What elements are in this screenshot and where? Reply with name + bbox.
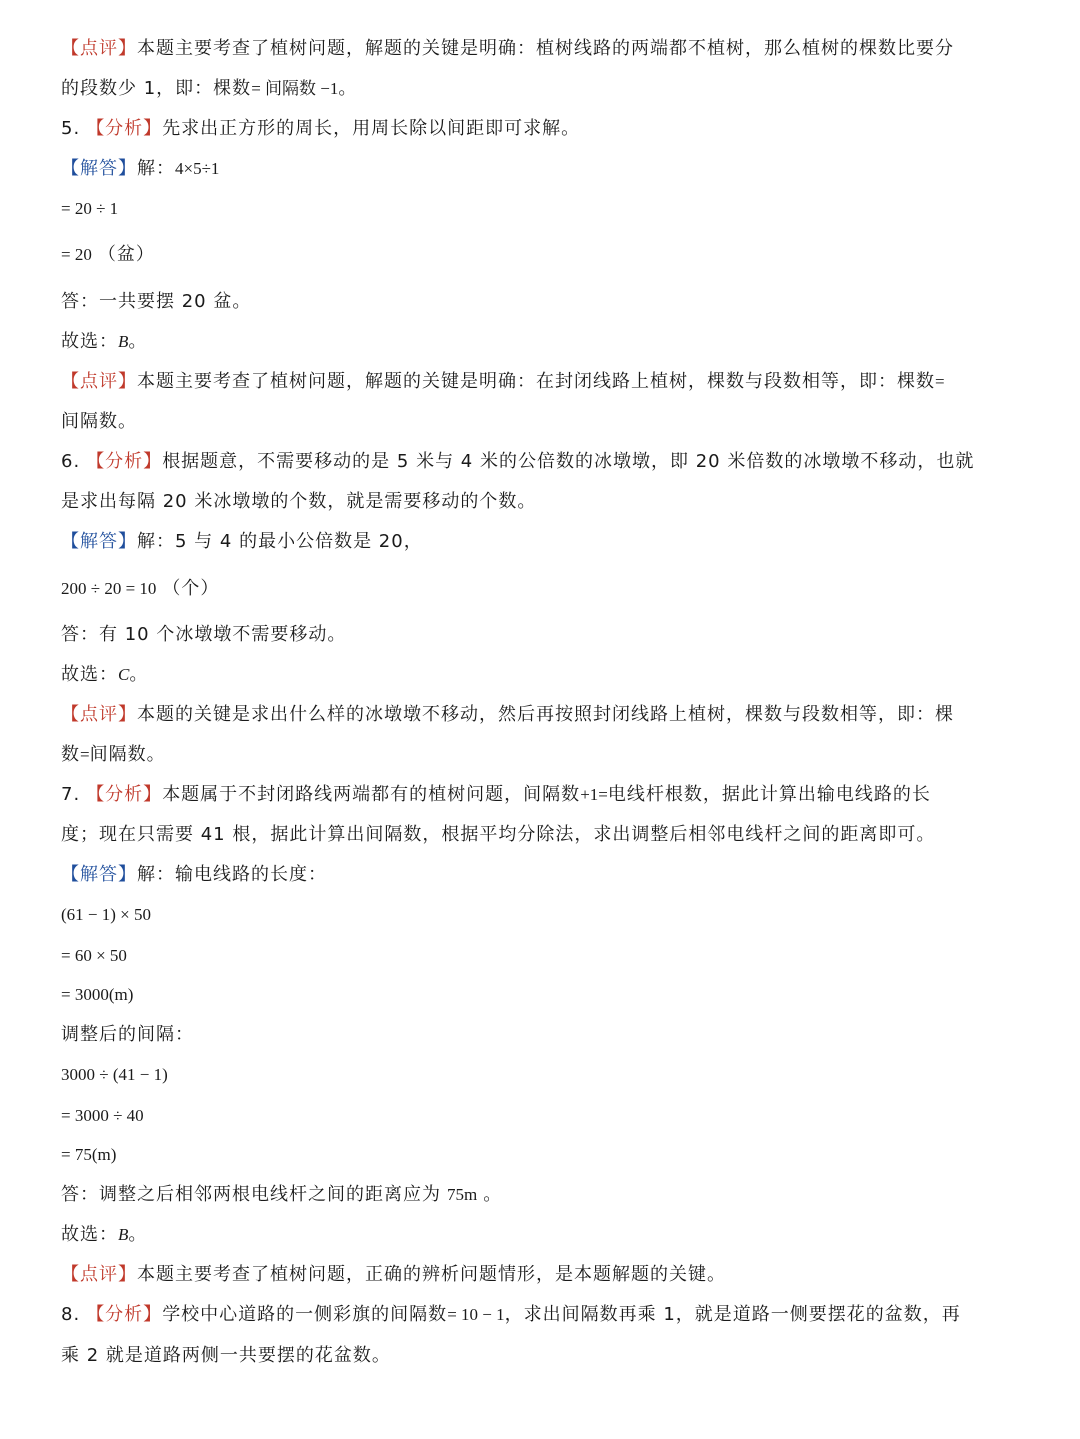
text: 的段数少 1，即：棵数 <box>61 78 252 99</box>
text: 本题属于不封闭路线两端都有的植树问题，间隔数 <box>162 784 581 805</box>
q8-analysis-line-1 <box>61 1303 961 1327</box>
text: 度；现在只需要 41 根，据此计算出间隔数，根据平均分除法，求出调整后相邻电线杆之间的距离即可。 <box>61 824 936 845</box>
formula: 75m <box>447 1185 478 1204</box>
formula: (61 − 1) × 50 <box>61 905 151 924</box>
unit: （个） <box>162 578 220 599</box>
text: 故选： <box>61 664 118 685</box>
q7-mid-text <box>61 1023 194 1047</box>
question-number: 5. <box>61 118 81 139</box>
comment-tag: 【点评】 <box>61 371 137 392</box>
formula: +1= <box>580 785 608 804</box>
text: 答：调整之后相邻两根电线杆之间的距离应为 <box>61 1184 441 1205</box>
q7-step-5 <box>61 1104 144 1128</box>
q5-answer <box>61 290 251 314</box>
text: 。 <box>128 331 148 352</box>
q8-analysis-line-2 <box>61 1344 391 1368</box>
q6-step-1 <box>61 577 219 601</box>
q5-comment-line-2 <box>61 410 137 434</box>
formula: = 3000(m) <box>61 985 134 1004</box>
q6-analysis-line-1 <box>61 450 974 474</box>
text: 本题的关键是求出什么样的冰墩墩不移动，然后再按照封闭线路上植树，棵数与段数相等，即：棵 <box>137 704 954 725</box>
q4-comment-line-1 <box>61 37 954 61</box>
question-number: 7. <box>61 784 81 805</box>
text: 数 <box>61 744 80 765</box>
text: 。 <box>128 1224 148 1245</box>
q7-step-4 <box>61 1063 168 1087</box>
q5-step-2 <box>61 243 155 267</box>
formula: 3000 ÷ (41 − 1) <box>61 1065 168 1084</box>
formula: = 3000 ÷ 40 <box>61 1106 144 1125</box>
analysis-tag: 【分析】 <box>86 451 163 472</box>
q7-step-1 <box>61 903 151 927</box>
text: 故选： <box>61 331 118 352</box>
text: 本题主要考查了植树问题，正确的辨析问题情形，是本题解题的关键。 <box>137 1264 726 1285</box>
text: ，求出间隔数再乘 1，就是道路一侧要摆花的盆数，再 <box>504 1304 961 1325</box>
q7-step-3 <box>61 983 133 1007</box>
formula: = <box>80 745 90 764</box>
text: 先求出正方形的周长，用周长除以间距即可求解。 <box>162 118 581 139</box>
comment-tag: 【点评】 <box>61 704 137 725</box>
text: 。 <box>483 1184 503 1205</box>
choice-letter: C <box>118 665 130 684</box>
formula: = 间隔数 −1 <box>251 79 339 98</box>
formula: = 20 ÷ 1 <box>61 199 119 218</box>
q7-comment <box>61 1263 726 1287</box>
text: 间隔数。 <box>61 411 137 432</box>
q7-solution <box>61 863 327 887</box>
formula: = 75(m) <box>61 1145 117 1164</box>
q5-solution <box>61 157 219 181</box>
q7-analysis-line-1 <box>61 783 931 807</box>
text: 调整后的间隔： <box>61 1024 194 1045</box>
formula: = 20 <box>61 245 92 264</box>
q6-answer <box>61 623 346 647</box>
text: 答：有 10 个冰墩墩不需要移动。 <box>61 624 347 645</box>
q5-choice <box>61 330 147 354</box>
text: 根据题意，不需要移动的是 5 米与 4 米的公倍数的冰墩墩，即 20 米倍数的冰墩墩不移动，也就 <box>162 451 975 472</box>
q4-comment-line-2 <box>61 77 357 101</box>
formula: = <box>935 372 945 391</box>
q5-comment-line-1 <box>61 370 945 394</box>
text: 解： <box>137 158 175 179</box>
text: 是求出每隔 20 米冰墩墩的个数，就是需要移动的个数。 <box>61 491 537 512</box>
solution-tag: 【解答】 <box>61 158 137 179</box>
question-number: 6. <box>61 451 81 472</box>
analysis-tag: 【分析】 <box>86 118 163 139</box>
solution-tag: 【解答】 <box>61 864 137 885</box>
q6-analysis-line-2 <box>61 490 536 514</box>
q6-comment-line-2 <box>61 743 166 767</box>
unit: （盆） <box>97 244 155 265</box>
text: 本题主要考查了植树问题，解题的关键是明确：植树线路的两端都不植树，那么植树的棵数比要分 <box>137 38 954 59</box>
solution-tag: 【解答】 <box>61 531 137 552</box>
text: 答：一共要摆 20 盆。 <box>61 291 252 312</box>
text: 间隔数。 <box>89 744 166 765</box>
q7-analysis-line-2 <box>61 823 935 847</box>
formula: = 10 − 1 <box>447 1305 505 1324</box>
text: 解：5 与 4 的最小公倍数是 20， <box>137 531 423 552</box>
q7-step-2 <box>61 944 127 968</box>
q6-solution <box>61 530 423 554</box>
question-number: 8. <box>61 1304 81 1325</box>
q7-step-6 <box>61 1143 116 1167</box>
q6-comment-line-1 <box>61 703 954 727</box>
formula: = 60 × 50 <box>61 946 127 965</box>
text: 故选： <box>61 1224 118 1245</box>
q5-step-1 <box>61 197 118 221</box>
q5-analysis <box>61 117 580 141</box>
text: 乘 2 就是道路两侧一共要摆的花盆数。 <box>61 1345 391 1366</box>
text: 解：输电线路的长度： <box>137 864 327 885</box>
analysis-tag: 【分析】 <box>86 784 163 805</box>
q7-answer <box>61 1183 502 1207</box>
analysis-tag: 【分析】 <box>86 1304 163 1325</box>
text: 本题主要考查了植树问题，解题的关键是明确：在封闭线路上植树，棵数与段数相等，即：棵数 <box>137 371 935 392</box>
formula: 200 ÷ 20 = 10 <box>61 579 157 598</box>
choice-letter: B <box>118 1225 129 1244</box>
choice-letter: B <box>118 332 129 351</box>
comment-tag: 【点评】 <box>61 38 137 59</box>
comment-tag: 【点评】 <box>61 1264 137 1285</box>
text: 。 <box>129 664 149 685</box>
q7-choice <box>61 1223 147 1247</box>
q6-choice <box>61 663 148 687</box>
text: 。 <box>338 78 358 99</box>
text: 学校中心道路的一侧彩旗的间隔数 <box>162 1304 448 1325</box>
formula: 4×5÷1 <box>175 159 220 178</box>
text: 电线杆根数，据此计算出输电线路的长 <box>607 784 931 805</box>
